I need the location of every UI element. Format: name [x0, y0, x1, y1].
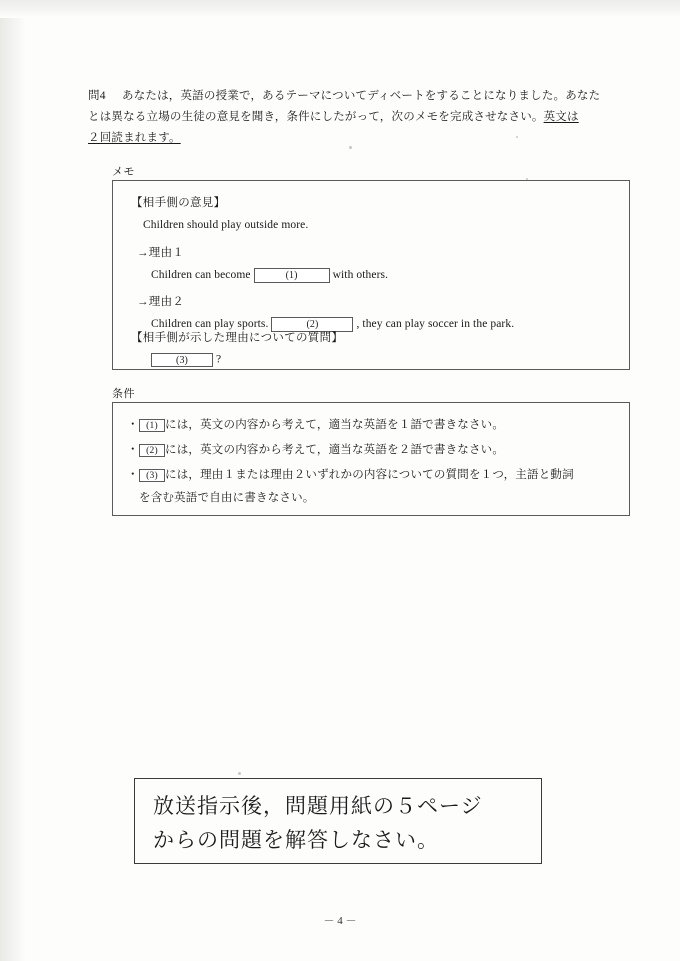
- announcement-line-2: からの問題を解答しなさい。: [153, 828, 439, 852]
- memo-question-heading: 【相手側が示した理由についての質問】: [131, 332, 344, 344]
- condition-item-3: [127, 466, 574, 482]
- bullet-icon: ・: [127, 444, 139, 456]
- memo-opinion-heading: 【相手側の意見】: [131, 197, 226, 209]
- memo-box: [112, 180, 630, 370]
- question-line-2: [88, 107, 628, 128]
- page-number: － 4 －: [323, 915, 357, 927]
- answer-blank-1[interactable]: (1): [254, 268, 330, 283]
- condition-num-2: (2): [139, 444, 165, 457]
- memo-content: [113, 181, 629, 369]
- question-number: 問4: [88, 90, 106, 102]
- condition-item-2: [127, 441, 504, 457]
- answer-blank-3[interactable]: (3): [151, 353, 213, 367]
- memo-question-line: [151, 353, 221, 367]
- memo-reason1-heading: →理由１: [137, 247, 185, 259]
- bullet-icon: ・: [127, 419, 139, 431]
- answer-blank-2[interactable]: (2): [271, 317, 353, 332]
- question-line-1-text: あなたは，英語の授業で，あるテーマについてディベートをすることになりました。あなた: [122, 90, 601, 102]
- memo-reason2-after: , they can play soccer in the park.: [356, 318, 515, 331]
- condition-text-1: には，英文の内容から考えて，適当な英語を１語で書きなさい。: [165, 419, 505, 431]
- condition-item-3-continuation: を含む英語で自由に書きなさい。: [139, 492, 315, 504]
- condition-num-3: (3): [139, 469, 165, 482]
- question-line-3: [88, 128, 628, 149]
- scan-edge-left: [0, 0, 26, 961]
- memo-opinion-text: Children should play outside more.: [143, 219, 309, 231]
- memo-question-mark: ?: [215, 353, 222, 366]
- question-line-1: [88, 86, 628, 107]
- memo-reason1-after: with others.: [332, 269, 389, 282]
- announcement-line-1: 放送指示後，問題用紙の５ページ: [153, 794, 483, 818]
- condition-text-3: には，理由１または理由２いずれかの内容についての質問を１つ，主語と動詞: [165, 469, 574, 481]
- memo-reason2-heading: →理由２: [137, 296, 185, 308]
- question-stem: [88, 86, 628, 149]
- memo-reason1-before: Children can become: [151, 269, 251, 282]
- question-line-2-text: とは異なる立場の生徒の意見を聞き，条件にしたがって，次のメモを完成させなさい。: [88, 111, 544, 123]
- scan-edge-top: [0, 0, 680, 18]
- conditions-box: [112, 402, 630, 516]
- announcement-box: [134, 778, 542, 864]
- condition-num-1: (1): [139, 419, 165, 432]
- conditions-label: 条件: [112, 388, 135, 400]
- memo-reason2-before: Children can play sports.: [151, 318, 269, 331]
- condition-text-2: には，英文の内容から考えて，適当な英語を２語で書きなさい。: [165, 444, 505, 456]
- memo-reason1-line: [151, 268, 388, 283]
- memo-label: メモ: [112, 166, 135, 178]
- question-underlined-tail: 英文は: [543, 111, 579, 123]
- question-line-3-text: ２回読まれます。: [88, 132, 181, 144]
- announcement-text: [153, 789, 528, 857]
- condition-item-1: [127, 416, 504, 432]
- bullet-icon: ・: [127, 469, 139, 481]
- scan-speck: [238, 772, 241, 775]
